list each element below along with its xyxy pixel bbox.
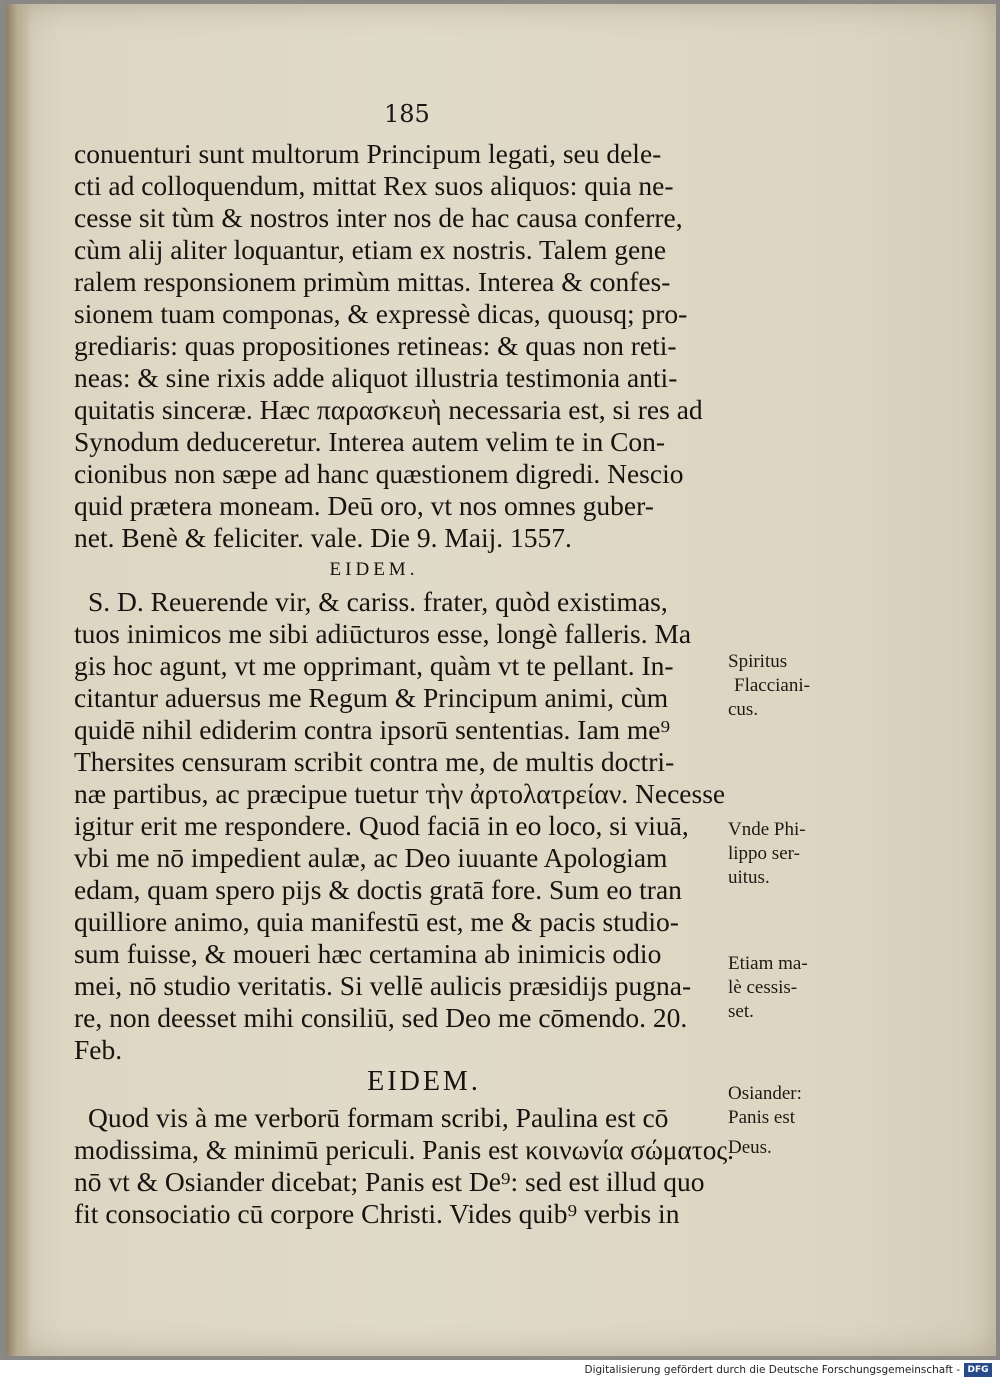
margin-note-line: Deus.	[728, 1137, 772, 1158]
margin-note-line: Etiam ma-	[728, 953, 808, 974]
heading-eidem-2: EIDEM.	[367, 1066, 481, 1097]
text-line: S. D. Reuerende vir, & cariss. frater, quòd existimas,	[88, 586, 668, 617]
text-line: Feb.	[74, 1034, 123, 1065]
margin-note-line: lè cessis-	[728, 977, 798, 998]
margin-note-line: Panis est	[728, 1107, 796, 1128]
text-line: re, non deesset mihi consiliū, sed Deo me cōmendo. 20.	[74, 1002, 688, 1033]
margin-note-line: cus.	[728, 699, 759, 720]
text-line: cionibus non sæpe ad hanc quæstionem digredi. Nescio	[74, 458, 684, 489]
margin-note-line: Spiritus	[728, 651, 788, 672]
text-line: Synodum deduceretur. Interea autem velim te in Con-	[74, 426, 666, 457]
digitization-footer	[0, 1360, 1000, 1381]
margin-note-1	[728, 650, 810, 722]
heading-eidem-1: EIDEM.	[329, 559, 419, 580]
text-line: sionem tuam componas, & expressè dicas, quousq; pro-	[74, 298, 688, 329]
paragraph-2	[74, 586, 734, 1066]
margin-note-2	[728, 818, 806, 890]
paragraph-1	[74, 138, 734, 554]
text-line: quid prætera moneam. Deū oro, vt nos omnes guber-	[74, 490, 654, 521]
margin-note-line: uitus.	[728, 867, 770, 888]
text-line: quidē nihil ediderim contra ipsorū sententias. Iam me⁹	[74, 714, 671, 745]
margin-note-line: set.	[728, 1001, 754, 1022]
text-line: quitatis sinceræ. Hæc παρασκευὴ necessaria est, si res ad	[74, 394, 703, 425]
footer-credit: Digitalisierung gefördert durch die Deutsche Forschungsgemeinschaft -	[584, 1364, 960, 1376]
text-line: citantur aduersus me Regum & Principum animi, cùm	[74, 682, 669, 713]
text-line: edam, quam spero pijs & doctis gratā fore. Sum eo tran	[74, 874, 682, 905]
margin-note-line: lippo ser-	[728, 843, 800, 864]
text-line: quilliore animo, quia manifestū est, me & pacis studio-	[74, 906, 679, 937]
page-spine-shadow	[6, 4, 32, 1356]
text-line: fit consociatio cū corpore Christi. Vides quib⁹ verbis in	[74, 1198, 680, 1229]
text-line: nō vt & Osiander dicebat; Panis est De⁹: sed est illud quo	[74, 1166, 705, 1197]
text-line: neas: & sine rixis adde aliquot illustria testimonia anti-	[74, 362, 678, 393]
text-line: grediaris: quas propositiones retineas: & quas non reti-	[74, 330, 677, 361]
margin-notes	[728, 0, 828, 1300]
margin-note-line: Osiander:	[728, 1083, 802, 1104]
dfg-logo: DFG	[964, 1363, 992, 1377]
text-line: cesse sit tùm & nostros inter nos de hac causa conferre,	[74, 202, 683, 233]
text-line: mei, nō studio veritatis. Si vellē aulicis præsidijs pugna-	[74, 970, 692, 1001]
margin-note-4	[728, 1082, 802, 1160]
text-line: vbi me nō impedient aulæ, ac Deo iuuante Apologiam	[74, 842, 668, 873]
text-line: conuenturi sunt multorum Principum legati, seu dele-	[74, 138, 662, 169]
text-line: tuos inimicos me sibi adiūcturos esse, longè falleris. Ma	[74, 618, 692, 649]
text-line: Thersites censuram scribit contra me, de multis doctri-	[74, 746, 675, 777]
text-line: næ partibus, ac præcipue tuetur τὴν ἀρτολατρείαν. Necesse	[74, 778, 726, 809]
text-line: Quod vis à me verborū formam scribi, Paulina est cō	[88, 1102, 669, 1133]
text-line: ralem responsionem primùm mittas. Interea & confes-	[74, 266, 671, 297]
margin-note-line: Flacciani-	[734, 675, 810, 696]
text-line: cti ad colloquendum, mittat Rex suos aliquos: quia ne-	[74, 170, 674, 201]
text-line: modissima, & minimū periculi. Panis est κοινωνία σώματος.	[74, 1134, 734, 1165]
text-line: gis hoc agunt, vt me opprimant, quàm vt te pellant. In-	[74, 650, 674, 681]
paragraph-3	[74, 1102, 734, 1230]
text-line: cùm alij aliter loquantur, etiam ex nostris. Talem gene	[74, 234, 667, 265]
text-line: igitur erit me respondere. Quod faciā in eo loco, si viuā,	[74, 810, 689, 841]
main-text-block	[74, 138, 734, 1230]
text-line: sum fuisse, & moueri hæc certamina ab inimicis odio	[74, 938, 662, 969]
page-number: 185	[384, 100, 430, 128]
margin-note-3	[728, 952, 808, 1024]
text-line: net. Benè & feliciter. vale. Die 9. Maij. 1557.	[74, 522, 572, 553]
margin-note-line: Vnde Phi-	[728, 819, 806, 840]
